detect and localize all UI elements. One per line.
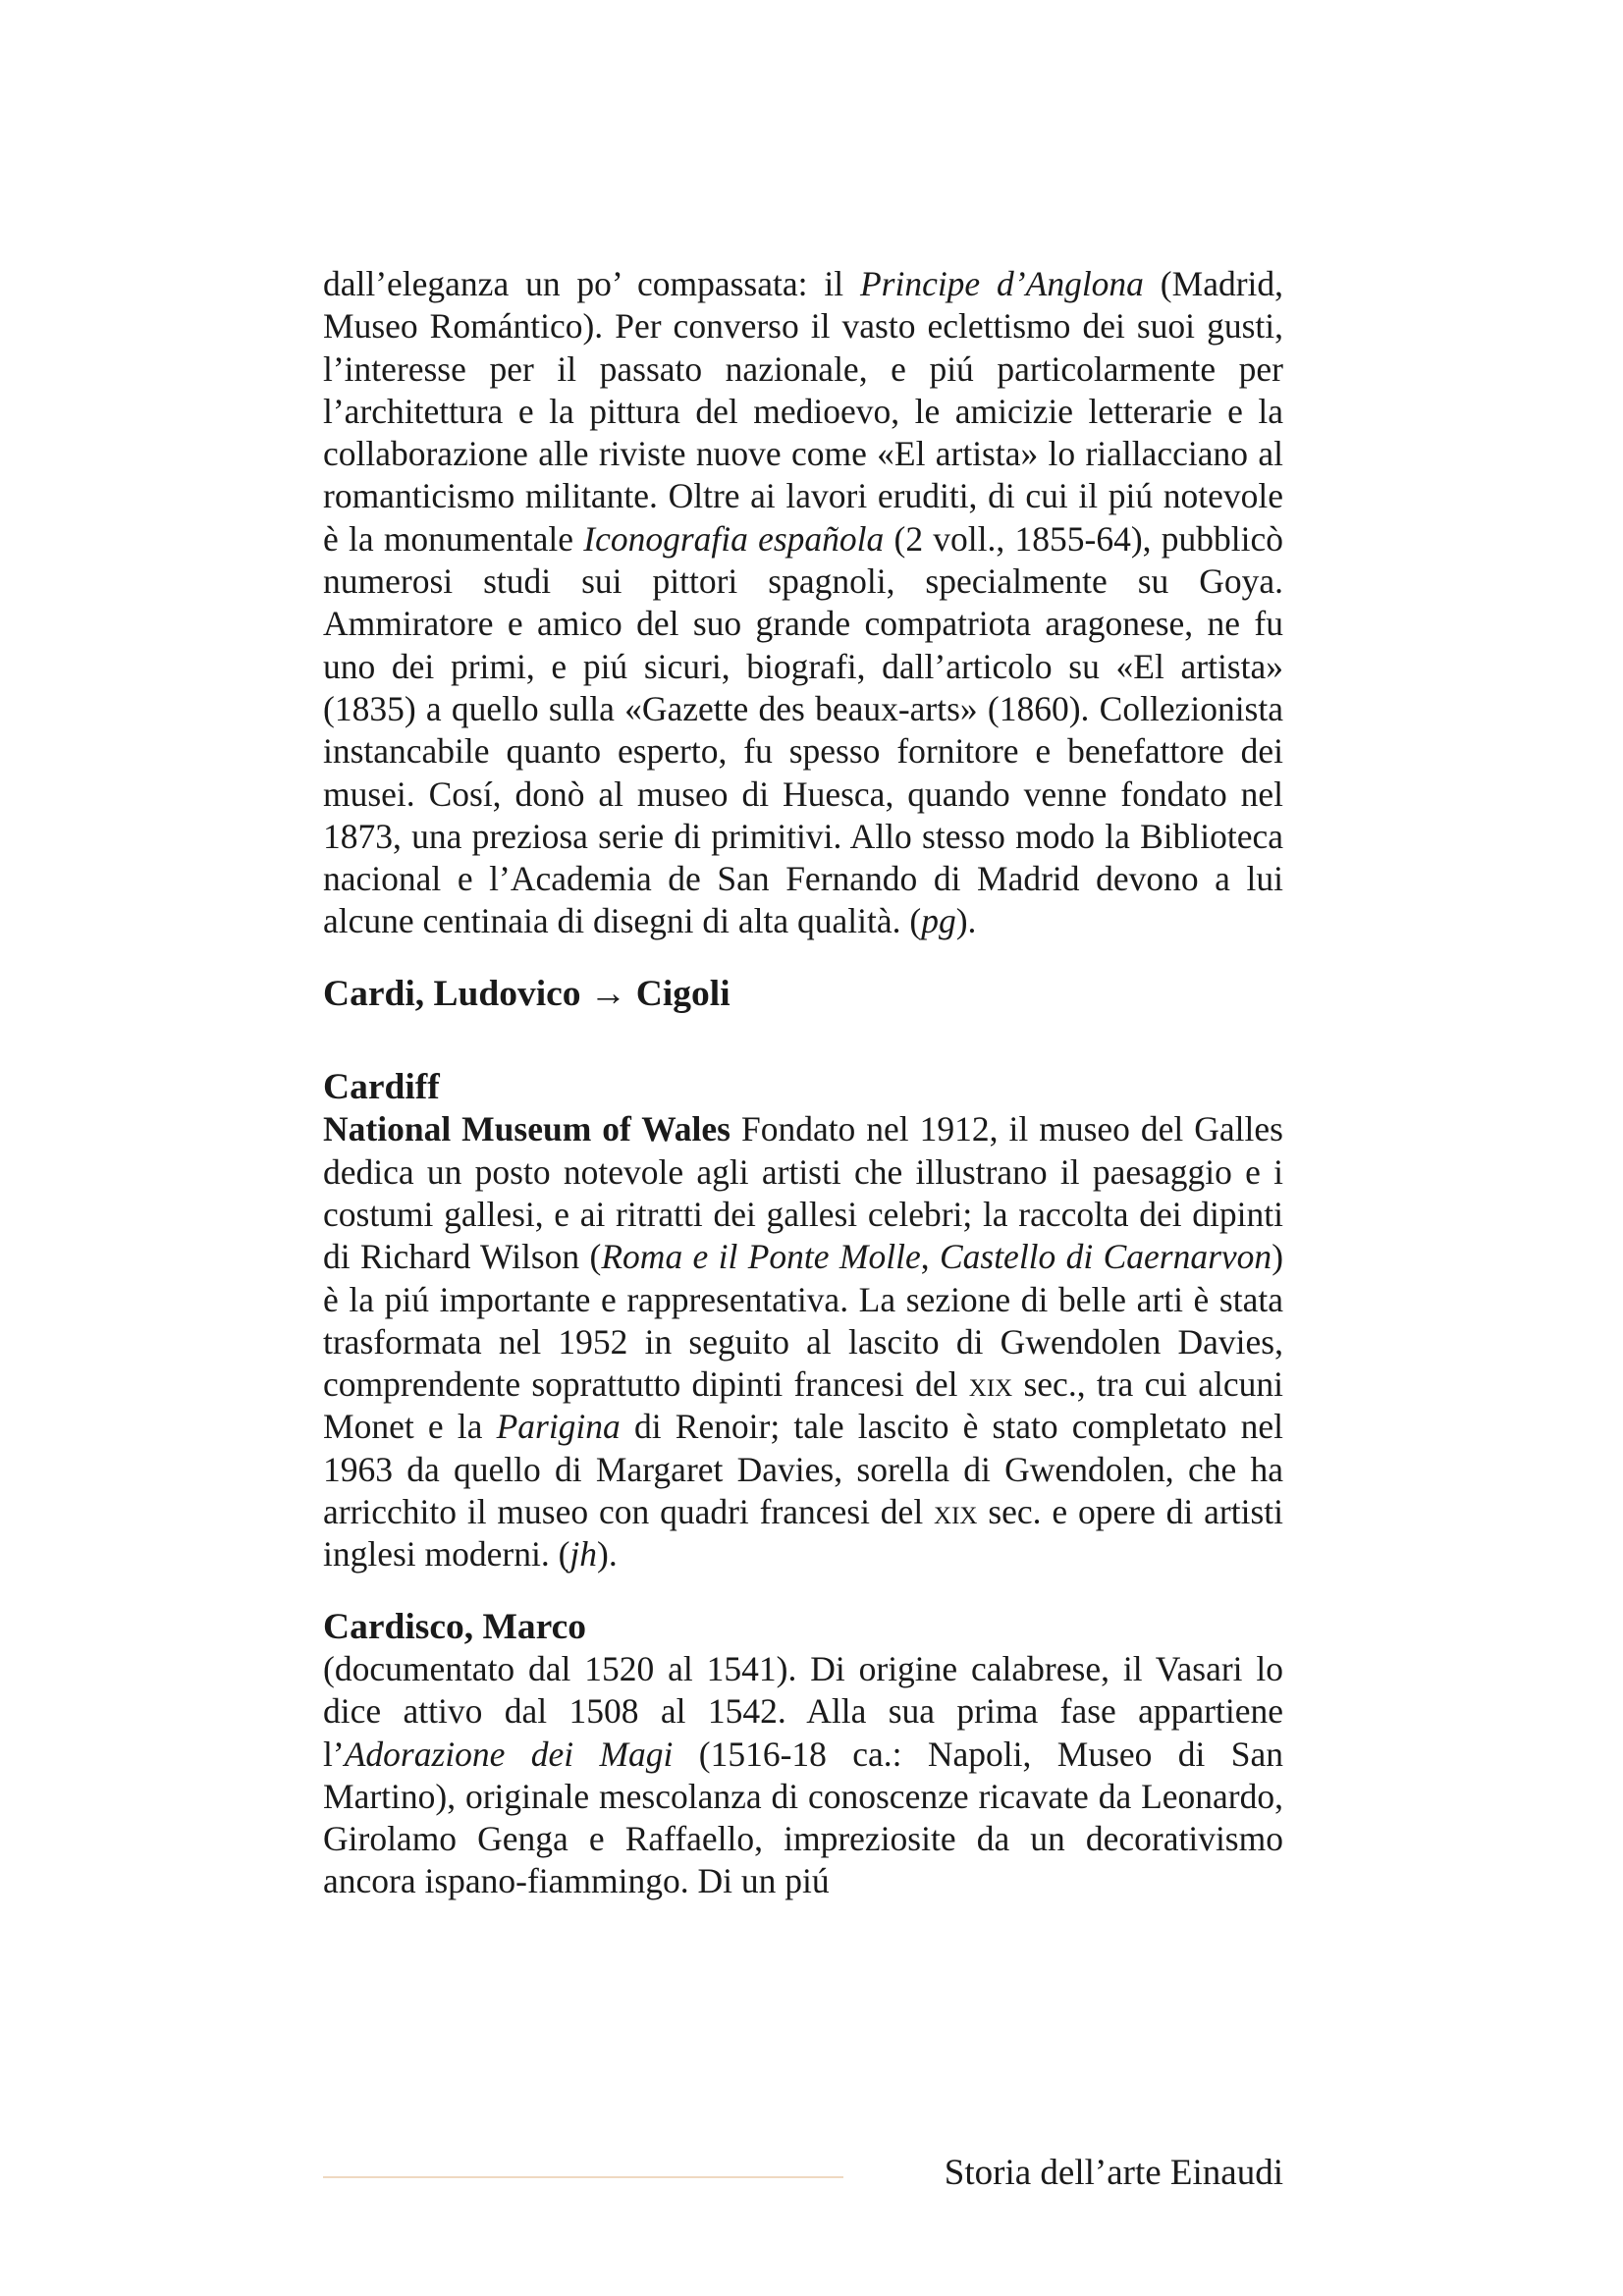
work-title-principe: Principe d’Anglona	[859, 264, 1144, 303]
cardiff-text-1: Fondato nel 1912, il museo del Galles dedica un posto notevole agli artisti che illustrano il paesaggio e i costumi gallesi, e ai ritratti dei gallesi celebri; la raccolta dei dipinti di Richard Wilson (	[323, 1109, 1283, 1277]
cardisco-paragraph	[323, 1648, 1283, 1903]
footer-publication-title: Storia dell’arte Einaudi	[944, 2153, 1283, 2193]
cardiff-text-end: ).	[597, 1534, 618, 1575]
author-signature: jh	[569, 1534, 598, 1575]
cardiff-text-6: sec. e opere di artisti inglesi moderni. (	[323, 1492, 1283, 1575]
work-title-adorazione: Adorazione dei Magi	[344, 1734, 674, 1774]
museum-name: National Museum of Wales	[323, 1109, 730, 1149]
entry-heading-cardiff: Cardiff	[323, 1067, 440, 1108]
intro-text-1: dall’eleganza un po’ compassata: il	[323, 264, 860, 303]
intro-text-2: (Madrid, Museo Romántico). Per converso il vasto eclettismo dei suoi gusti, l’interesse per il passato nazionale, e piú particolarmente per l’architettura e la pittura del medioevo, le amicizie letterarie e la collaborazione alle riviste nuove come «El artista» lo riallacciano al romanticismo militante. Oltre ai lavori eruditi, di cui il piú notevole è la monumentale	[323, 264, 1284, 559]
intro-text-3: (2 voll., 1855-64), pubblicò numerosi studi sui pittori spagnoli, specialmente su Goya. Ammiratore e amico del suo grande compatriota aragonese, ne fu uno dei primi, e piú sicuri, biografi, dall’articolo su «El artista» (1835) a quello sulla «Gazette des beaux-arts» (1860). Collezionista instancabile quanto esperto, fu spesso fornitore e benefattore dei musei. Cosí, donò al museo di Huesca, quando venne fondato nel 1873, una preziosa serie di primitivi. Allo stesso modo la Biblioteca nacional e l’Academia de San Fernando di Madrid devono a lui alcune centinaia di disegni di alta qualità. (	[323, 518, 1283, 941]
entry-heading-cardi: Cardi, Ludovico → Cigoli	[323, 973, 730, 1014]
intro-paragraph	[323, 263, 1283, 943]
work-title-parigina: Parigina	[496, 1407, 621, 1447]
cardiff-text-5: di Renoir; tale lascito è stato completato nel 1963 da quello di Margaret Davies, sorella di Gwendolen, che ha arricchito il museo con quadri francesi del	[323, 1407, 1284, 1532]
work-title-iconografia: Iconografia española	[583, 518, 885, 559]
intro-text-end: ).	[955, 901, 977, 941]
footer-rule	[323, 2176, 843, 2178]
cardisco-text-1: (documentato dal 1520 al 1541). Di origine calabrese, il Vasari lo dice attivo dal 1508 al 1542. Alla sua prima fase appartiene l’	[323, 1648, 1283, 1774]
entry-heading-cardisco: Cardisco, Marco	[323, 1606, 586, 1647]
work-title-caernarvon: Castello di Caernarvon	[939, 1237, 1272, 1277]
cardiff-text-2: ,	[920, 1237, 940, 1277]
cardiff-paragraph	[323, 1108, 1283, 1575]
cardisco-text-2: (1516-18 ca.: Napoli, Museo di San Martino), originale mescolanza di conoscenze ricavate da Leonardo, Girolamo Genga e Raffaello, impreziosite da un decorativismo ancora ispano-fiammingo. Di un piú	[323, 1734, 1284, 1901]
cardiff-text-4: sec., tra cui alcuni Monet e la	[323, 1364, 1283, 1447]
text-column	[323, 263, 1283, 1903]
century-numeral: xix	[934, 1492, 978, 1532]
author-signature: pg	[921, 901, 956, 941]
cardiff-text-3: ) è la piú importante e rappresentativa. La sezione di belle arti è stata trasformata nel 1952 in seguito al lascito di Gwendolen Davies, comprendente soprattutto dipinti francesi del	[323, 1237, 1284, 1405]
work-title-roma: Roma e il Ponte Molle	[601, 1237, 921, 1277]
century-numeral: xix	[968, 1364, 1013, 1405]
